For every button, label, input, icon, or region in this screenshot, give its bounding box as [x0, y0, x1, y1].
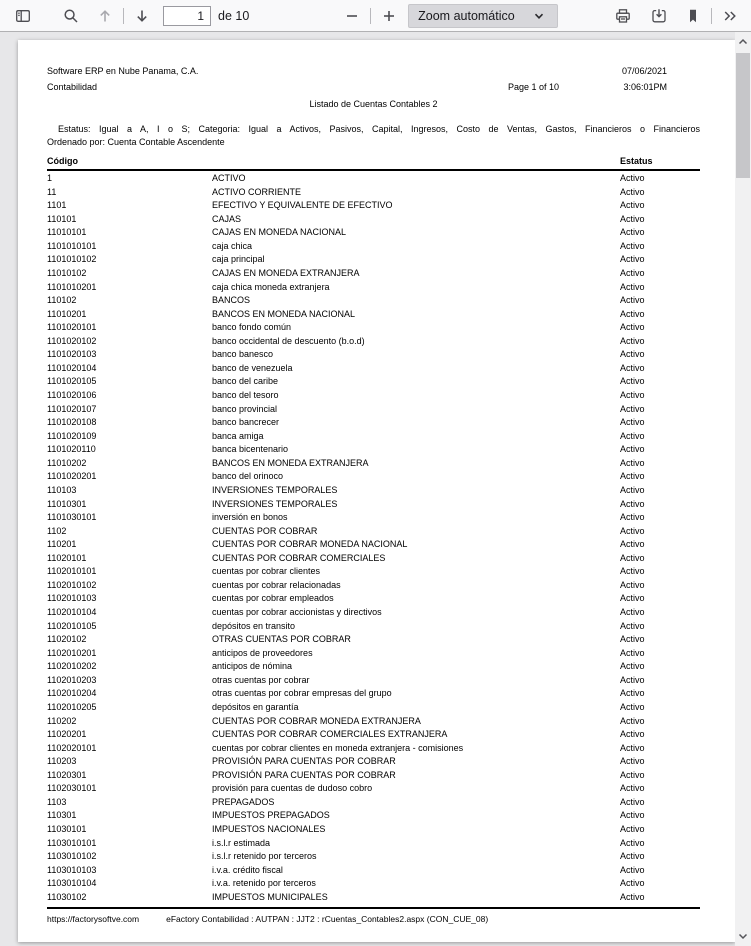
cell-code: 11020201: [47, 729, 87, 740]
arrow-down-icon: [134, 8, 150, 24]
table-row: [47, 742, 700, 756]
cell-code: 110103: [47, 484, 77, 495]
cell-status: Activo: [620, 173, 645, 183]
bookmark-button[interactable]: [680, 3, 706, 29]
minus-icon: [344, 8, 360, 24]
cell-name: caja chica moneda extranjera: [212, 281, 330, 292]
cell-code: 11010202: [47, 457, 87, 468]
table-row: [47, 633, 700, 647]
table-row: [47, 335, 700, 349]
cell-name: PREPAGADOS: [212, 796, 275, 807]
cell-name: BANCOS: [212, 295, 251, 306]
cell-status: Activo: [620, 390, 645, 400]
cell-status: Activo: [620, 254, 645, 265]
table-row: [47, 430, 700, 444]
scroll-down-button[interactable]: [735, 928, 751, 944]
table-row: [47, 186, 700, 200]
cell-name: OTRAS CUENTAS POR COBRAR: [212, 634, 351, 645]
zoom-level-value: Zoom automático: [418, 8, 515, 23]
cell-status: Activo: [620, 566, 645, 577]
cell-name: BANCOS EN MONEDA EXTRANJERA: [212, 457, 369, 468]
cell-code: 11: [47, 186, 57, 197]
cell-code: 1101020102: [47, 335, 97, 346]
table-rows: [47, 172, 700, 904]
table-row: [47, 403, 700, 417]
cell-code: 1102010101: [47, 566, 97, 577]
cell-code: 1101020105: [47, 376, 97, 387]
cell-status: Activo: [620, 322, 645, 333]
table-row: [47, 823, 700, 837]
cell-status: Activo: [620, 661, 645, 672]
cell-code: 1101010102: [47, 254, 97, 265]
cell-code: 1102030101: [47, 783, 97, 794]
cell-name: cuentas por cobrar accionistas y directivos: [212, 607, 382, 617]
cell-name: CAJAS: [212, 213, 242, 224]
cell-name: IMPUESTOS PREPAGADOS: [212, 810, 330, 821]
table-row: [47, 321, 700, 335]
next-page-button[interactable]: [129, 3, 155, 29]
cell-status: Activo: [620, 213, 645, 224]
cell-code: 1102010203: [47, 674, 97, 685]
cell-status: Activo: [620, 362, 645, 373]
cell-status: Activo: [620, 674, 645, 685]
table-row: [47, 877, 700, 891]
cell-name: PROVISIÓN PARA CUENTAS POR COBRAR: [212, 756, 396, 767]
table-row: [47, 552, 700, 566]
plus-icon: [381, 8, 397, 24]
table-row: [47, 511, 700, 525]
download-button[interactable]: [646, 3, 672, 29]
search-button[interactable]: [58, 3, 84, 29]
cell-status: Activo: [620, 837, 645, 848]
cell-name: ACTIVO: [212, 173, 246, 183]
cell-code: 1102010204: [47, 688, 97, 699]
cell-code: 1101020103: [47, 349, 97, 360]
table-row: [47, 864, 700, 878]
table-row: [47, 850, 700, 864]
cell-code: 1103: [47, 796, 67, 807]
table-row: [47, 240, 700, 254]
table-row: [47, 281, 700, 295]
sidebar-toggle-button[interactable]: [10, 3, 36, 29]
cell-code: 1101010101: [47, 240, 97, 251]
table-row: [47, 701, 700, 715]
cell-name: banco occidental de descuento (b.o.d): [212, 335, 365, 346]
table-row: [47, 755, 700, 769]
cell-code: 1103010101: [47, 837, 97, 848]
table-row: [47, 457, 700, 471]
download-icon: [651, 8, 667, 24]
cell-status: Activo: [620, 512, 645, 523]
cell-status: Activo: [620, 688, 645, 699]
cell-name: banco fondo común: [212, 322, 292, 333]
table-row: [47, 592, 700, 606]
cell-status: Activo: [620, 498, 645, 509]
cell-name: inversión en bonos: [212, 512, 288, 523]
cell-code: 11020101: [47, 552, 87, 563]
table-row: [47, 687, 700, 701]
table-row: [47, 606, 700, 620]
print-button[interactable]: [610, 3, 636, 29]
cell-status: Activo: [620, 715, 645, 726]
arrow-up-icon: [97, 8, 113, 24]
cell-status: Activo: [620, 376, 645, 387]
table-row: [47, 199, 700, 213]
table-row: [47, 579, 700, 593]
cell-code: 11010301: [47, 498, 87, 509]
cell-status: Activo: [620, 471, 645, 482]
page-count-label: de 10: [218, 8, 250, 23]
cell-name: banco del tesoro: [212, 390, 279, 400]
filter-line-1: Estatus: Igual a A, I o S; Categoria: Igual a Activos, Pasivos, Capital, Ingresos, Costo de Ventas, Gastos, Financieros o Financieros: [58, 124, 700, 134]
chevron-down-icon: [533, 10, 545, 22]
cell-name: EFECTIVO Y EQUIVALENTE DE EFECTIVO: [212, 200, 393, 211]
cell-code: 1101020109: [47, 430, 97, 441]
page-number-input[interactable]: [163, 6, 211, 26]
cell-status: Activo: [620, 349, 645, 360]
cell-code: 1101: [47, 200, 67, 211]
table-row: [47, 525, 700, 539]
cell-code: 1103010104: [47, 878, 97, 889]
cell-name: cuentas por cobrar empleados: [212, 593, 334, 604]
table-row: [47, 267, 700, 281]
table-bottom-rule: [47, 907, 700, 909]
scrollbar-thumb[interactable]: [736, 53, 750, 178]
table-header: [47, 156, 700, 171]
cell-code: 1103010102: [47, 851, 97, 862]
report-page-label: Page 1 of 10: [507, 82, 559, 92]
table-row: [47, 362, 700, 376]
report-footer: [47, 913, 700, 925]
cell-name: otras cuentas por cobrar empresas del grupo: [212, 688, 392, 699]
cell-status: Activo: [620, 579, 645, 590]
table-row: [47, 416, 700, 430]
cell-name: i.s.l.r retenido por terceros: [212, 851, 317, 862]
cell-name: i.v.a. crédito fiscal: [212, 864, 283, 875]
cell-name: caja chica: [212, 240, 253, 251]
footer-url: https://factorysoftve.com: [47, 914, 140, 925]
cell-name: depósitos en transito: [212, 620, 296, 631]
cell-status: Activo: [620, 878, 645, 889]
cell-code: 1101020107: [47, 403, 97, 414]
cell-code: 1103010103: [47, 864, 97, 875]
cell-status: Activo: [620, 756, 645, 767]
previous-page-button[interactable]: [92, 3, 118, 29]
cell-status: Activo: [620, 484, 645, 495]
pdf-toolbar: [0, 0, 751, 32]
cell-name: banca amiga: [212, 430, 264, 441]
table-row: [47, 837, 700, 851]
cell-status: Activo: [620, 539, 645, 550]
toolbar-more-button[interactable]: [717, 3, 743, 29]
cell-name: CUENTAS POR COBRAR COMERCIALES: [212, 552, 386, 563]
cell-status: Activo: [620, 796, 645, 807]
cell-status: Activo: [620, 891, 645, 902]
cell-code: 1101020101: [47, 322, 97, 333]
cell-status: Activo: [620, 593, 645, 604]
cell-name: CUENTAS POR COBRAR MONEDA NACIONAL: [212, 539, 408, 550]
cell-code: 1102020101: [47, 742, 97, 753]
table-row: [47, 796, 700, 810]
cell-name: PROVISIÓN PARA CUENTAS POR COBRAR: [212, 769, 396, 780]
report-header-row-2: [47, 79, 700, 95]
report-date: 07/06/2021: [621, 66, 667, 76]
cell-code: 1102010202: [47, 661, 97, 672]
cell-code: 110202: [47, 715, 77, 726]
cell-status: Activo: [620, 634, 645, 645]
cell-name: CAJAS EN MONEDA NACIONAL: [212, 227, 347, 238]
cell-name: banco provincial: [212, 403, 278, 414]
cell-status: Activo: [620, 335, 645, 346]
cell-status: Activo: [620, 769, 645, 780]
table-row: [47, 891, 700, 905]
footer-info: eFactory Contabilidad : AUTPAN : JJT2 : rCuentas_Contables2.aspx (CON_CUE_08): [166, 914, 489, 925]
cell-code: 11010102: [47, 267, 87, 278]
table-row: [47, 715, 700, 729]
cell-name: banco de venezuela: [212, 362, 293, 373]
pdf-page: [18, 40, 735, 942]
cell-status: Activo: [620, 742, 645, 753]
column-header-status: Estatus: [620, 156, 653, 166]
cell-code: 1: [47, 173, 53, 183]
table-row: [47, 294, 700, 308]
cell-code: 110203: [47, 756, 77, 767]
cell-name: INVERSIONES TEMPORALES: [212, 484, 338, 495]
scroll-up-icon: [738, 37, 748, 47]
cell-name: CUENTAS POR COBRAR: [212, 525, 318, 536]
cell-code: 11020102: [47, 634, 87, 645]
report-time: 3:06:01PM: [623, 82, 667, 92]
cell-code: 1102010205: [47, 701, 97, 712]
column-header-code: Código: [47, 156, 78, 166]
table-row: [47, 498, 700, 512]
cell-name: banca bicentenario: [212, 444, 289, 455]
table-row: [47, 538, 700, 552]
vertical-scrollbar[interactable]: [735, 32, 751, 946]
module-name: Contabilidad: [47, 82, 98, 92]
cell-status: Activo: [620, 607, 645, 617]
table-row: [47, 253, 700, 267]
cell-code: 110201: [47, 539, 77, 550]
sidebar-toggle-icon: [15, 8, 31, 24]
cell-name: depósitos en garantía: [212, 701, 299, 712]
scroll-up-button[interactable]: [735, 34, 751, 50]
cell-name: IMPUESTOS MUNICIPALES: [212, 891, 328, 902]
cell-status: Activo: [620, 227, 645, 238]
cell-code: 1102010105: [47, 620, 97, 631]
cell-code: 110102: [47, 295, 77, 306]
search-icon: [63, 8, 79, 24]
cell-name: CAJAS EN MONEDA EXTRANJERA: [212, 267, 360, 278]
cell-status: Activo: [620, 444, 645, 455]
table-row: [47, 809, 700, 823]
cell-name: i.s.l.r estimada: [212, 837, 271, 848]
zoom-level-select[interactable]: [408, 4, 558, 28]
cell-name: banco bancrecer: [212, 417, 280, 428]
cell-status: Activo: [620, 864, 645, 875]
scroll-down-icon: [738, 931, 748, 941]
table-row: [47, 308, 700, 322]
cell-status: Activo: [620, 281, 645, 292]
bookmark-icon: [685, 8, 701, 24]
report-header-row-1: [47, 63, 700, 79]
cell-name: cuentas por cobrar clientes en moneda extranjera - comisiones: [212, 742, 464, 753]
table-row: [47, 647, 700, 661]
cell-name: CUENTAS POR COBRAR MONEDA EXTRANJERA: [212, 715, 421, 726]
table-row: [47, 470, 700, 484]
cell-code: 1102010102: [47, 579, 97, 590]
table-row: [47, 226, 700, 240]
cell-status: Activo: [620, 240, 645, 251]
cell-code: 1102010104: [47, 607, 97, 617]
table-row: [47, 348, 700, 362]
cell-status: Activo: [620, 295, 645, 306]
cell-name: BANCOS EN MONEDA NACIONAL: [212, 308, 356, 319]
cell-status: Activo: [620, 620, 645, 631]
table-row: [47, 782, 700, 796]
cell-status: Activo: [620, 647, 645, 658]
cell-status: Activo: [620, 851, 645, 862]
cell-name: ACTIVO CORRIENTE: [212, 186, 302, 197]
zoom-in-button[interactable]: [376, 3, 402, 29]
table-row: [47, 620, 700, 634]
table-row: [47, 728, 700, 742]
cell-status: Activo: [620, 417, 645, 428]
cell-name: i.v.a. retenido por terceros: [212, 878, 316, 889]
cell-name: IMPUESTOS NACIONALES: [212, 824, 326, 834]
cell-status: Activo: [620, 525, 645, 536]
cell-name: banco del caribe: [212, 376, 279, 387]
table-row: [47, 769, 700, 783]
cell-status: Activo: [620, 200, 645, 211]
table-row: [47, 660, 700, 674]
table-row: [47, 565, 700, 579]
cell-status: Activo: [620, 552, 645, 563]
report-title: Listado de Cuentas Contables 2: [309, 99, 438, 109]
cell-name: banco del orinoco: [212, 471, 284, 482]
cell-name: INVERSIONES TEMPORALES: [212, 498, 338, 509]
cell-code: 11010101: [47, 227, 87, 238]
cell-code: 11030101: [47, 824, 87, 834]
cell-code: 11030102: [47, 891, 87, 902]
table-row: [47, 443, 700, 457]
cell-code: 11010201: [47, 308, 87, 319]
zoom-out-button[interactable]: [339, 3, 365, 29]
cell-status: Activo: [620, 729, 645, 740]
cell-status: Activo: [620, 430, 645, 441]
cell-status: Activo: [620, 824, 645, 834]
cell-name: CUENTAS POR COBRAR COMERCIALES EXTRANJERA: [212, 729, 448, 740]
pdf-viewer-area: [0, 32, 751, 946]
table-row: [47, 213, 700, 227]
cell-code: 1102010103: [47, 593, 97, 604]
cell-code: 1101010201: [47, 281, 97, 292]
cell-code: 1102010201: [47, 647, 97, 658]
cell-code: 1101020110: [47, 444, 96, 455]
cell-status: Activo: [620, 186, 645, 197]
cell-status: Activo: [620, 267, 645, 278]
cell-name: cuentas por cobrar clientes: [212, 566, 321, 577]
cell-code: 1102: [47, 525, 67, 536]
table-row: [47, 375, 700, 389]
cell-status: Activo: [620, 308, 645, 319]
table-row: [47, 484, 700, 498]
cell-name: caja principal: [212, 254, 265, 265]
cell-name: banco banesco: [212, 349, 274, 360]
table-row: [47, 674, 700, 688]
cell-status: Activo: [620, 783, 645, 794]
cell-status: Activo: [620, 403, 645, 414]
company-name: Software ERP en Nube Panama, C.A.: [47, 66, 199, 76]
cell-code: 1101020108: [47, 417, 97, 428]
cell-name: anticipos de nómina: [212, 661, 293, 672]
cell-code: 1101020201: [47, 471, 97, 482]
cell-name: anticipos de proveedores: [212, 647, 313, 658]
printer-icon: [615, 8, 631, 24]
cell-status: Activo: [620, 810, 645, 821]
cell-code: 110301: [47, 810, 77, 821]
report-filters: [47, 123, 700, 149]
cell-code: 1101020104: [47, 362, 97, 373]
cell-code: 110101: [47, 213, 77, 224]
cell-code: 1101020106: [47, 390, 97, 400]
table-row: [47, 172, 700, 186]
cell-name: otras cuentas por cobrar: [212, 674, 310, 685]
cell-status: Activo: [620, 457, 645, 468]
cell-name: cuentas por cobrar relacionadas: [212, 579, 341, 590]
filter-line-2: Ordenado por: Cuenta Contable Ascendente: [47, 137, 225, 147]
cell-code: 11020301: [47, 769, 87, 780]
cell-status: Activo: [620, 701, 645, 712]
double-chevron-icon: [722, 8, 738, 24]
cell-code: 1101030101: [47, 512, 97, 523]
cell-name: provisión para cuentas de dudoso cobro: [212, 783, 373, 794]
table-row: [47, 389, 700, 403]
